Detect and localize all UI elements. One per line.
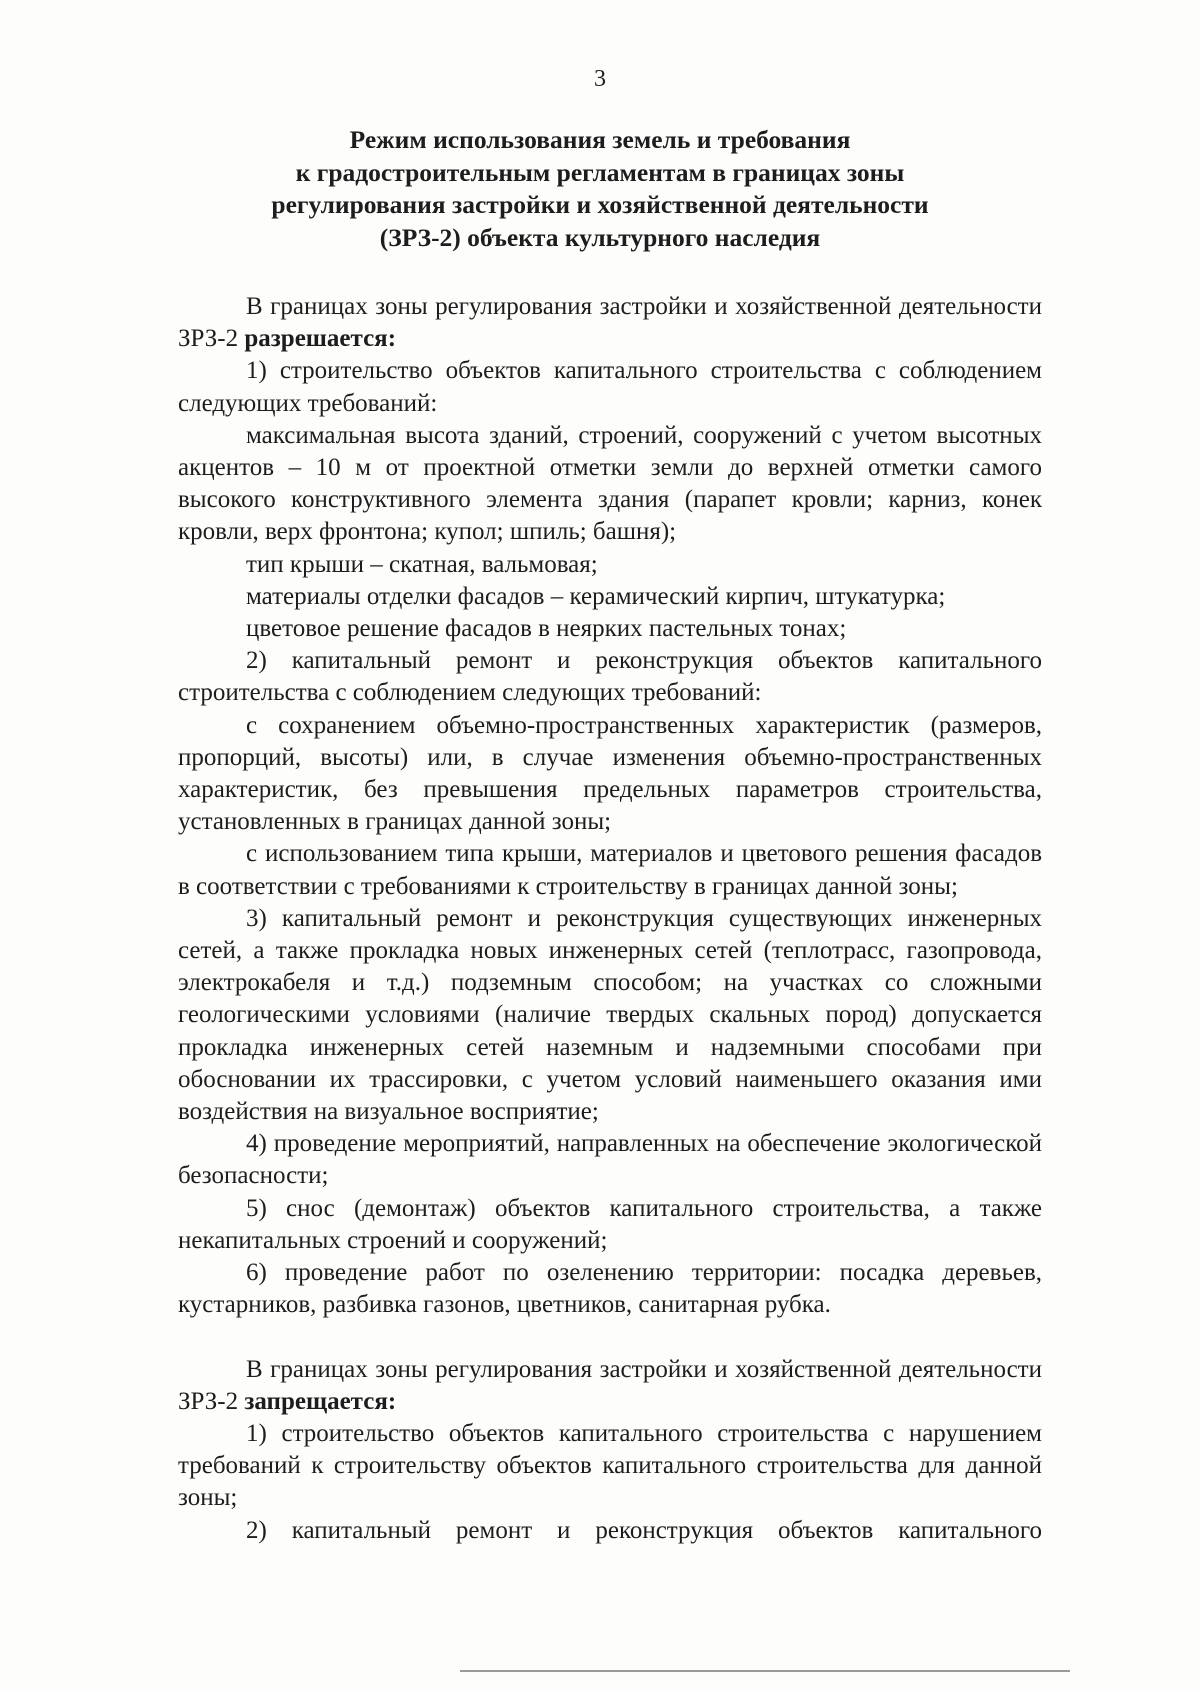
title-line-2: к градостроительным регламентам в границах зоны (295, 157, 905, 187)
allowed-intro-text: В границах зоны регулирования застройки и хозяйственной деятельности ЗРЗ-2 (178, 293, 1042, 353)
title-line-4: (ЗРЗ-2) объекта культурного наследия (379, 222, 821, 252)
document-title (0, 124, 1200, 254)
prohibited-item-1: 1) строительство объектов капитального строительства с нарушением требований к строительству объектов капитального строительства для данной зоны; (178, 1419, 1042, 1512)
prohibited-intro-text: В границах зоны регулирования застройки и хозяйственной деятельности ЗРЗ-2 (178, 1355, 1042, 1415)
allowed-item-2: 2) капитальный ремонт и реконструкция объектов капитального строительства с соблюдением следующих требований: (178, 647, 1042, 707)
allowed-item-roof: тип крыши – скатная, вальмовая; (246, 550, 598, 578)
prohibited-intro (178, 1354, 1042, 1418)
allowed-item-volume: с сохранением объемно-пространственных характеристик (размеров, пропорций, высоты) или, в случае изменения объемно-пространственных характеристик, без превышения предельных параметров строительства, установленных в границах данной зоны; (178, 711, 1042, 836)
prohibited-intro-bold: запрещается: (244, 1387, 397, 1415)
scan-edge-line (460, 1670, 1070, 1672)
allowed-item-1: 1) строительство объектов капитального строительства с соблюдением следующих требований: (178, 357, 1042, 417)
allowed-item-5: 5) снос (демонтаж) объектов капитального строительства, а также некапитальных строений и сооружений; (178, 1194, 1042, 1254)
prohibited-section (178, 1354, 1042, 1547)
allowed-item-4: 4) проведение мероприятий, направленных на обеспечение экологической безопасности; (178, 1130, 1042, 1190)
allowed-section (178, 291, 1042, 1322)
document-body (178, 291, 1042, 1547)
allowed-item-roof-materials: с использованием типа крыши, материалов и цветового решения фасадов в соответствии с требованиями к строительству в границах данной зоны; (178, 840, 1042, 900)
allowed-item-color: цветовое решение фасадов в неярких пастельных тонах; (246, 615, 847, 643)
allowed-item-6: 6) проведение работ по озеленению территории: посадка деревьев, кустарников, разбивка газонов, цветников, санитарная рубка. (178, 1259, 1042, 1319)
allowed-item-height: максимальная высота зданий, строений, сооружений с учетом высотных акцентов – 10 м от проектной отметки земли до верхней отметки самого высокого конструктивного элемента здания (парапет кровли; карниз, конек кровли, верх фронтона; купол; шпиль; башня); (178, 421, 1042, 546)
allowed-intro (178, 291, 1042, 355)
title-line-3: регулирования застройки и хозяйственной деятельности (271, 190, 929, 219)
page-number: 3 (594, 66, 606, 92)
allowed-item-materials: материалы отделки фасадов – керамический кирпич, штукатурка; (246, 582, 946, 610)
allowed-item-3: 3) капитальный ремонт и реконструкция существующих инженерных сетей, а также прокладка новых инженерных сетей (теплотрасс, газопровода, электрокабеля и т.д.) подземным способом; на участках со сложными геологическими условиями (наличие твердых скальных пород) допускается прокладка инженерных сетей наземным и надземными способами при обосновании их трассировки, с учетом условий наименьшего оказания ими воздействия на визуальное восприятие; (178, 904, 1042, 1126)
prohibited-item-2: 2) капитальный ремонт и реконструкция объектов капитального (246, 1516, 1042, 1544)
title-line-1: Режим использования земель и требования (349, 125, 851, 154)
allowed-intro-bold: разрешается: (244, 325, 397, 353)
